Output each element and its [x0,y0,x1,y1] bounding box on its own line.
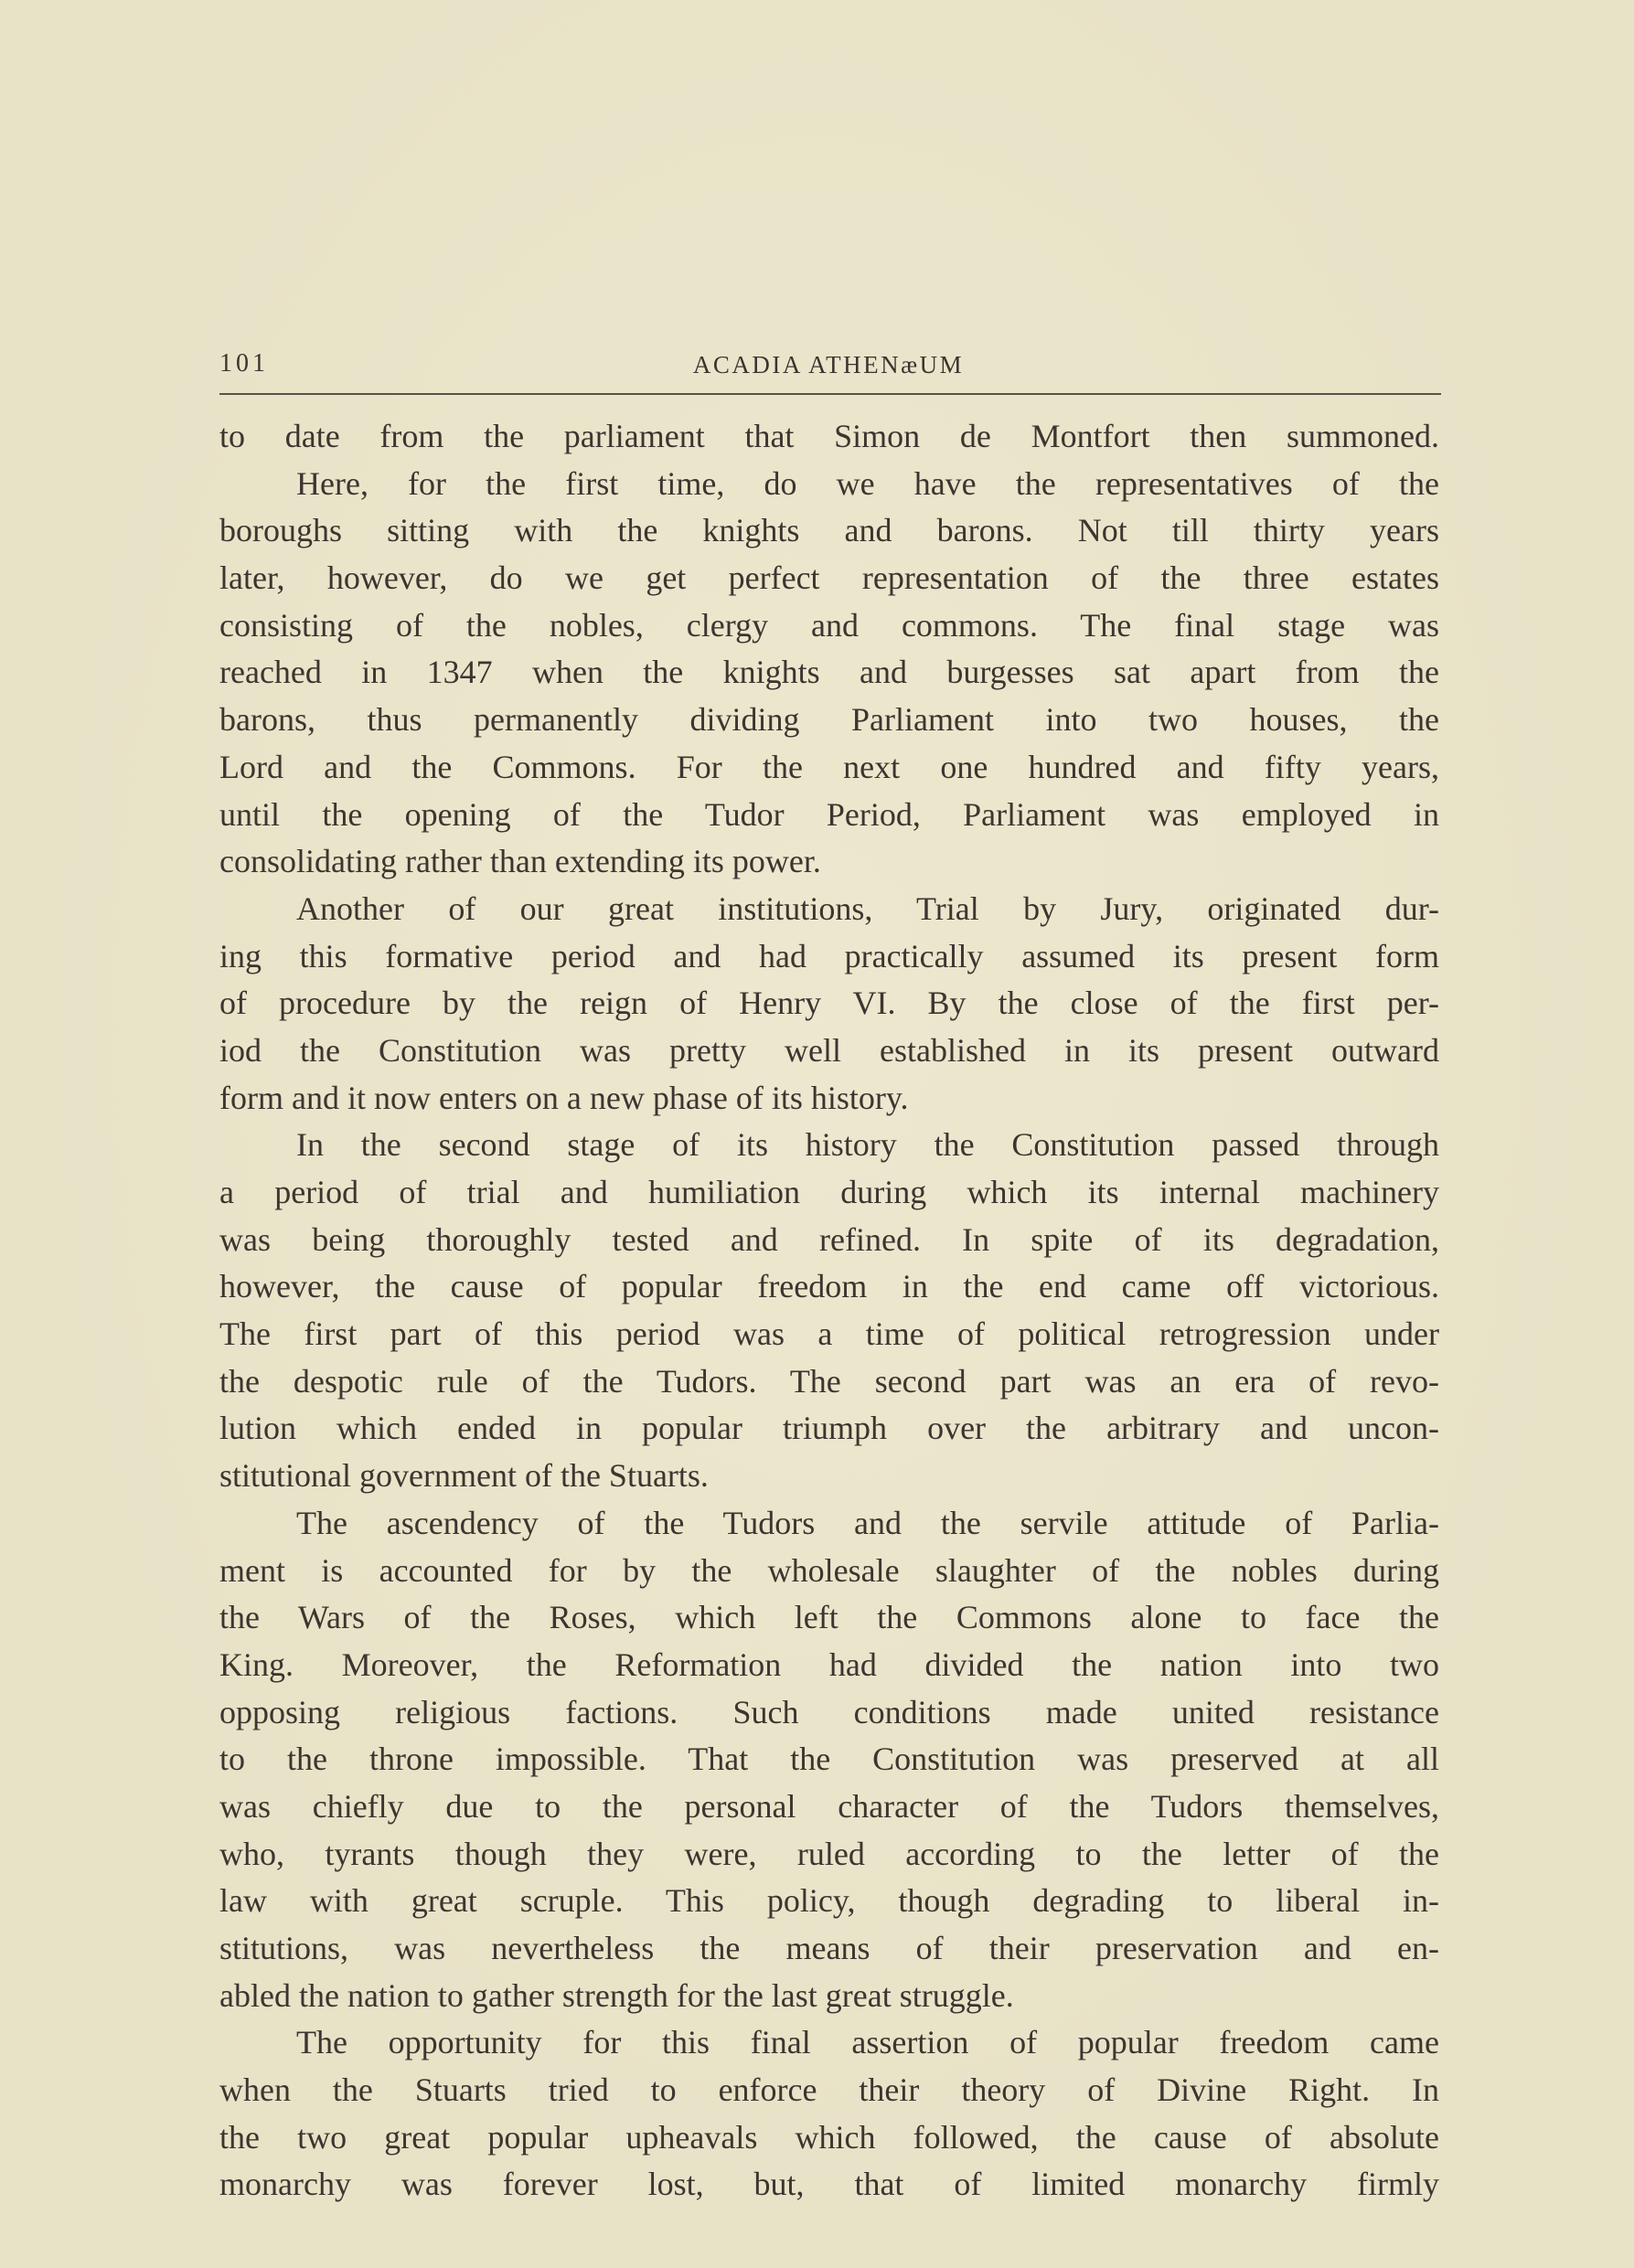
text-line: the two great popular upheavals which followed, the cause of absolute [219,2118,1439,2156]
text-line: stitutional government of the Stuarts. [219,1457,709,1495]
text-line: ment is accounted for by the wholesale slaughter of the nobles during [219,1551,1439,1589]
page-number: 101 [219,349,269,378]
text-line: consolidating rather than extending its power. [219,843,821,880]
text-line: who, tyrants though they were, ruled according to the letter of the [219,1835,1439,1872]
text-line: boroughs sitting with the knights and barons. Not till thirty years [219,512,1439,549]
text-line: of procedure by the reign of Henry VI. By the close of the first per- [219,985,1439,1022]
header-rule [219,393,1441,395]
text-line: law with great scruple. This policy, though degrading to liberal in- [219,1882,1439,1920]
text-line: Here, for the first time, do we have the representatives of the [296,464,1439,502]
text-line: a period of trial and humiliation during which its internal machinery [219,1174,1439,1210]
text-line: King. Moreover, the Reformation had divided the nation into two [219,1645,1439,1683]
text-line: consisting of the nobles, clergy and commons. The final stage was [219,606,1439,644]
text-line: barons, thus permanently dividing Parliament into two houses, the [219,701,1439,739]
text-line: The first part of this period was a time of political retrogression under [219,1315,1439,1353]
text-line: ing this formative period and had practically assumed its present form [219,937,1439,974]
text-line: to the throne impossible. That the Constitution was preserved at all [219,1741,1439,1778]
text-line: reached in 1347 when the knights and burgesses sat apart from the [219,654,1439,691]
running-title: ACADIA ATHENæUM [692,351,965,378]
text-line: to date from the parliament that Simon de Montfort then summoned. [219,418,1439,454]
text-line: monarchy was forever lost, but, that of limited monarchy firmly [219,2166,1439,2203]
text-line: Another of our great institutions, Trial by Jury, originated dur- [296,889,1439,927]
text-line: until the opening of the Tudor Period, Parliament was employed in [219,795,1439,833]
text-line: The opportunity for this final assertion of popular freedom came [296,2024,1439,2061]
text-line: the despotic rule of the Tudors. The second part was an era of revo- [219,1362,1439,1400]
text-line: Lord and the Commons. For the next one hundred and fifty years, [219,748,1439,785]
text-line: form and it now enters on a new phase of its history. [219,1079,909,1116]
text-line: however, the cause of popular freedom in the end came off victorious. [219,1268,1439,1305]
text-line: The ascendency of the Tudors and the servile attitude of Parlia- [296,1504,1439,1541]
text-line: stitutions, was nevertheless the means of their preservation and en- [219,1930,1439,1966]
text-line: was being thoroughly tested and refined. In spite of its degradation, [219,1220,1439,1258]
text-line: iod the Constitution was pretty well established in its present outward [219,1031,1439,1069]
running-header [219,349,1437,386]
text-line: abled the nation to gather strength for the last great struggle. [219,1976,1014,2014]
text-line: was chiefly due to the personal character of the Tudors themselves, [219,1787,1439,1825]
text-line: when the Stuarts tried to enforce their theory of Divine Right. In [219,2071,1439,2109]
text-line: In the second stage of its history the Constitution passed through [296,1126,1439,1164]
text-line: opposing religious factions. Such conditions made united resistance [219,1693,1439,1730]
text-line: the Wars of the Roses, which left the Commons alone to face the [219,1599,1439,1636]
text-line: lution which ended in popular triumph over the arbitrary and uncon- [219,1410,1439,1447]
body-text [219,413,1439,2209]
text-line: later, however, do we get perfect representation of the three estates [219,559,1439,597]
